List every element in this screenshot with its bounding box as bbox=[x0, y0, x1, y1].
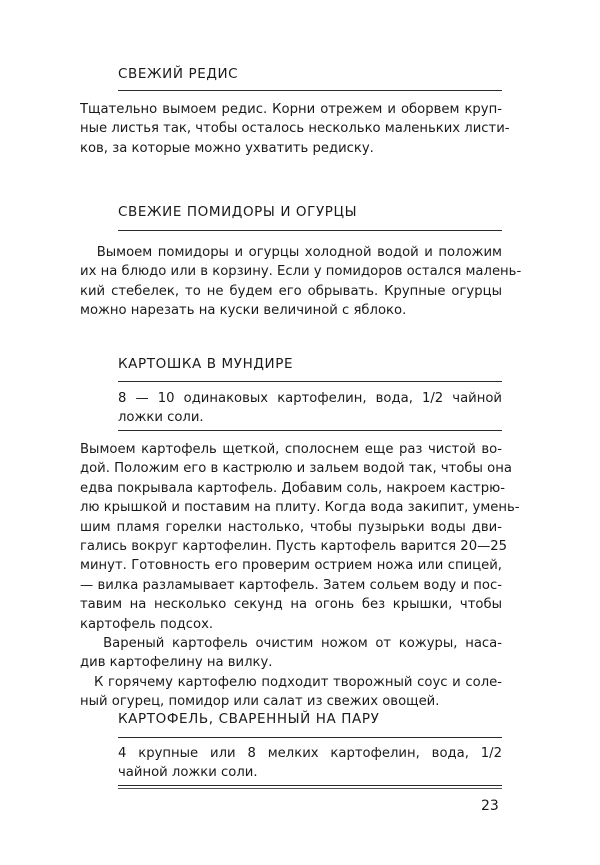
text-line: Вымоем картофель щеткой, сполоснем еще раз чистой во- bbox=[80, 442, 502, 457]
section-rule bbox=[118, 90, 502, 91]
jacket-potatoes-text bbox=[80, 440, 520, 712]
text-line: дой. Положим его в кастрюлю и зальем водой так, чтобы она bbox=[80, 461, 512, 477]
text-line: картофель подсох. bbox=[80, 616, 214, 632]
text-line: ный огурец, помидор или салат из свежих овощей. bbox=[80, 694, 440, 710]
radish-text bbox=[80, 100, 510, 158]
text-line: К горячему картофелю подходит творожный соус и соле- bbox=[80, 674, 502, 690]
text-line: тавим на несколько секунд на огонь без крышки, чтобы bbox=[80, 597, 502, 613]
section-title-jacket-potatoes: КАРТОШКА В МУНДИРЕ bbox=[118, 356, 294, 372]
section-rule bbox=[118, 381, 502, 382]
text-line: едва покрывала картофель. Добавим соль, накроем кастрю- bbox=[80, 480, 505, 496]
tomatoes-text bbox=[80, 243, 522, 321]
text-line: их на блюдо или в корзину. Если у помидоров остался малень- bbox=[80, 264, 522, 280]
section-title-radish: СВЕЖИЙ РЕДИС bbox=[118, 66, 239, 82]
ingredient-line: 8 — 10 одинаковых картофелин, вода, 1/2 чайной bbox=[118, 391, 502, 406]
text-line: див картофелину на вилку. bbox=[80, 655, 273, 671]
steamed-potatoes-ingredients bbox=[118, 744, 502, 783]
text-line: Вымоем помидоры и огурцы холодной водой и положим bbox=[80, 245, 502, 260]
ingredients-rule bbox=[118, 430, 502, 431]
jacket-potatoes-ingredients bbox=[118, 389, 502, 428]
section-rule bbox=[118, 230, 502, 231]
text-line: — вилка разламывает картофель. Затем сольем воду и пос- bbox=[80, 577, 502, 593]
section-title-steamed-potatoes: КАРТОФЕЛЬ, СВАРЕННЫЙ НА ПАРУ bbox=[118, 711, 380, 727]
text-line: минут. Готовность его проверим острием ножа или спицей, bbox=[80, 558, 502, 574]
ingredient-line: ложки соли. bbox=[118, 410, 204, 426]
text-line: Вареный картофель очистим ножом от кожуры, насa- bbox=[80, 636, 502, 652]
text-line: Тщательно вымоем редис. Корни отрежем и оборвем круп- bbox=[80, 102, 502, 117]
page-number: 23 bbox=[481, 798, 499, 814]
text-line: ные листья так, чтобы осталось несколько маленьких листи- bbox=[80, 121, 510, 137]
text-line: кий стебелек, то не будем его обрывать. Крупные огурцы bbox=[80, 283, 502, 299]
ingredients-rule bbox=[118, 785, 502, 786]
text-line: можно нарезать на куски величиной с яблоко. bbox=[80, 303, 407, 319]
text-line: лю крышкой и поставим на плиту. Когда вода закипит, умень- bbox=[80, 500, 520, 516]
section-title-tomatoes-cucumbers: СВЕЖИЕ ПОМИДОРЫ И ОГУРЦЫ bbox=[118, 204, 358, 220]
text-line: ков, за которые можно ухватить редиску. bbox=[80, 140, 374, 156]
ingredient-line: чайной ложки соли. bbox=[118, 765, 258, 781]
ingredient-line: 4 крупные или 8 мелких картофелин, вода, 1/2 bbox=[118, 746, 502, 761]
text-line: шим пламя горелки настолько, чтобы пузырьки воды дви- bbox=[80, 519, 502, 535]
text-line: гались вокруг картофелин. Пусть картофель варится 20—25 bbox=[80, 539, 508, 555]
section-rule bbox=[118, 737, 502, 738]
